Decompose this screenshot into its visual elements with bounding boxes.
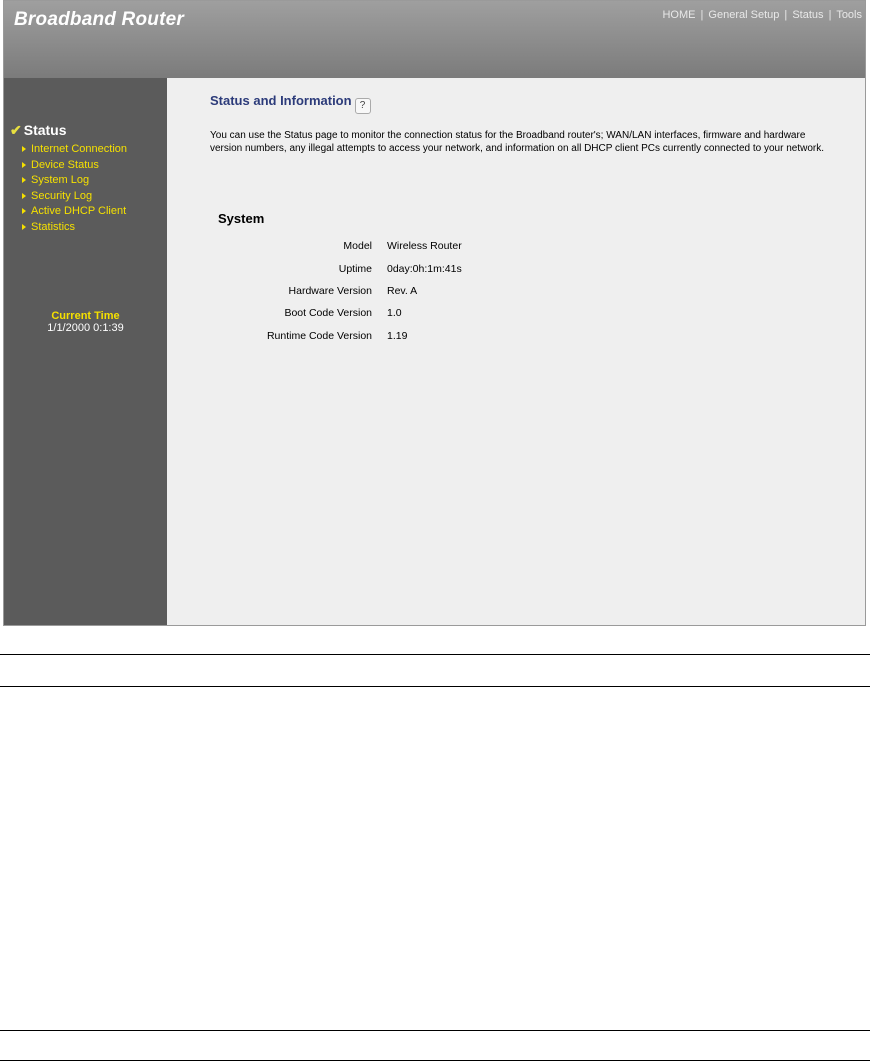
page-title: Status and Information — [210, 93, 352, 108]
table-row — [210, 257, 462, 279]
table-row — [210, 302, 462, 324]
sidebar-item-statistics[interactable] — [22, 220, 127, 236]
row-value: Rev. A — [387, 284, 418, 297]
row-value: 1.19 — [387, 329, 408, 342]
sidebar-item-label: Active DHCP Client — [31, 205, 127, 218]
system-section-title: System — [218, 211, 265, 226]
row-label: Hardware Version — [288, 284, 372, 297]
sidebar-section-label: Status — [23, 122, 67, 138]
sidebar — [4, 78, 167, 626]
arrow-right-icon — [22, 146, 26, 152]
arrow-right-icon — [22, 224, 26, 230]
row-value: 1.0 — [387, 307, 402, 320]
table-row — [210, 235, 462, 257]
sidebar-item-device-status[interactable] — [22, 158, 127, 174]
row-value: Wireless Router — [387, 240, 462, 253]
divider-line — [0, 654, 870, 655]
main-content — [167, 78, 865, 626]
row-label: Uptime — [338, 262, 372, 275]
nav-tools-link[interactable]: Tools — [836, 9, 862, 21]
nav-separator: | — [784, 9, 788, 21]
header-bar — [4, 1, 865, 78]
sidebar-item-label: Statistics — [31, 220, 76, 233]
divider-line — [0, 686, 870, 687]
nav-status-link[interactable]: Status — [792, 9, 824, 21]
arrow-right-icon — [22, 162, 26, 168]
help-icon[interactable]: ? — [355, 98, 371, 114]
arrow-right-icon — [22, 208, 26, 214]
current-time-label: Current Time — [51, 310, 120, 322]
row-label: Runtime Code Version — [266, 329, 372, 342]
current-time-block — [4, 310, 167, 334]
table-row — [210, 280, 462, 302]
brand-title: Broadband Router — [14, 9, 184, 30]
divider-line — [0, 1030, 870, 1031]
sidebar-item-label: Device Status — [31, 158, 99, 171]
sidebar-item-label: Internet Connection — [31, 143, 128, 155]
arrow-right-icon — [22, 177, 26, 183]
system-info-table — [210, 235, 462, 347]
table-row — [210, 325, 462, 347]
sidebar-item-internet-connection[interactable] — [22, 142, 127, 158]
row-label: Boot Code Version — [284, 307, 372, 320]
router-page — [3, 0, 866, 626]
top-navigation — [662, 9, 862, 21]
sidebar-item-label: System Log — [31, 174, 90, 187]
nav-home-link[interactable]: HOME — [662, 9, 696, 21]
page-title-row — [210, 93, 371, 114]
sidebar-item-security-log[interactable] — [22, 189, 127, 205]
intro-paragraph: You can use the Status page to monitor the connection status for the Broadband router's; WAN/LAN interfaces, firmware and hardware version numbers, any illegal attempts to access your network, and information on all DHCP client PCs currently connected to your network. — [210, 130, 824, 154]
row-label: Model — [343, 240, 372, 253]
current-time-value: 1/1/2000 0:1:39 — [47, 322, 124, 334]
sidebar-section-title[interactable] — [10, 122, 67, 139]
sidebar-item-label: Security Log — [31, 189, 93, 202]
nav-separator: | — [700, 9, 704, 21]
sidebar-item-active-dhcp-client[interactable] — [22, 204, 127, 220]
divider-line — [0, 1060, 870, 1061]
check-icon: ✔ — [10, 122, 22, 138]
row-value: 0day:0h:1m:41s — [387, 262, 462, 275]
nav-separator: | — [828, 9, 832, 21]
sidebar-item-system-log[interactable] — [22, 173, 127, 189]
sidebar-menu — [22, 142, 127, 236]
arrow-right-icon — [22, 193, 26, 199]
nav-general-setup-link[interactable]: General Setup — [708, 9, 780, 21]
